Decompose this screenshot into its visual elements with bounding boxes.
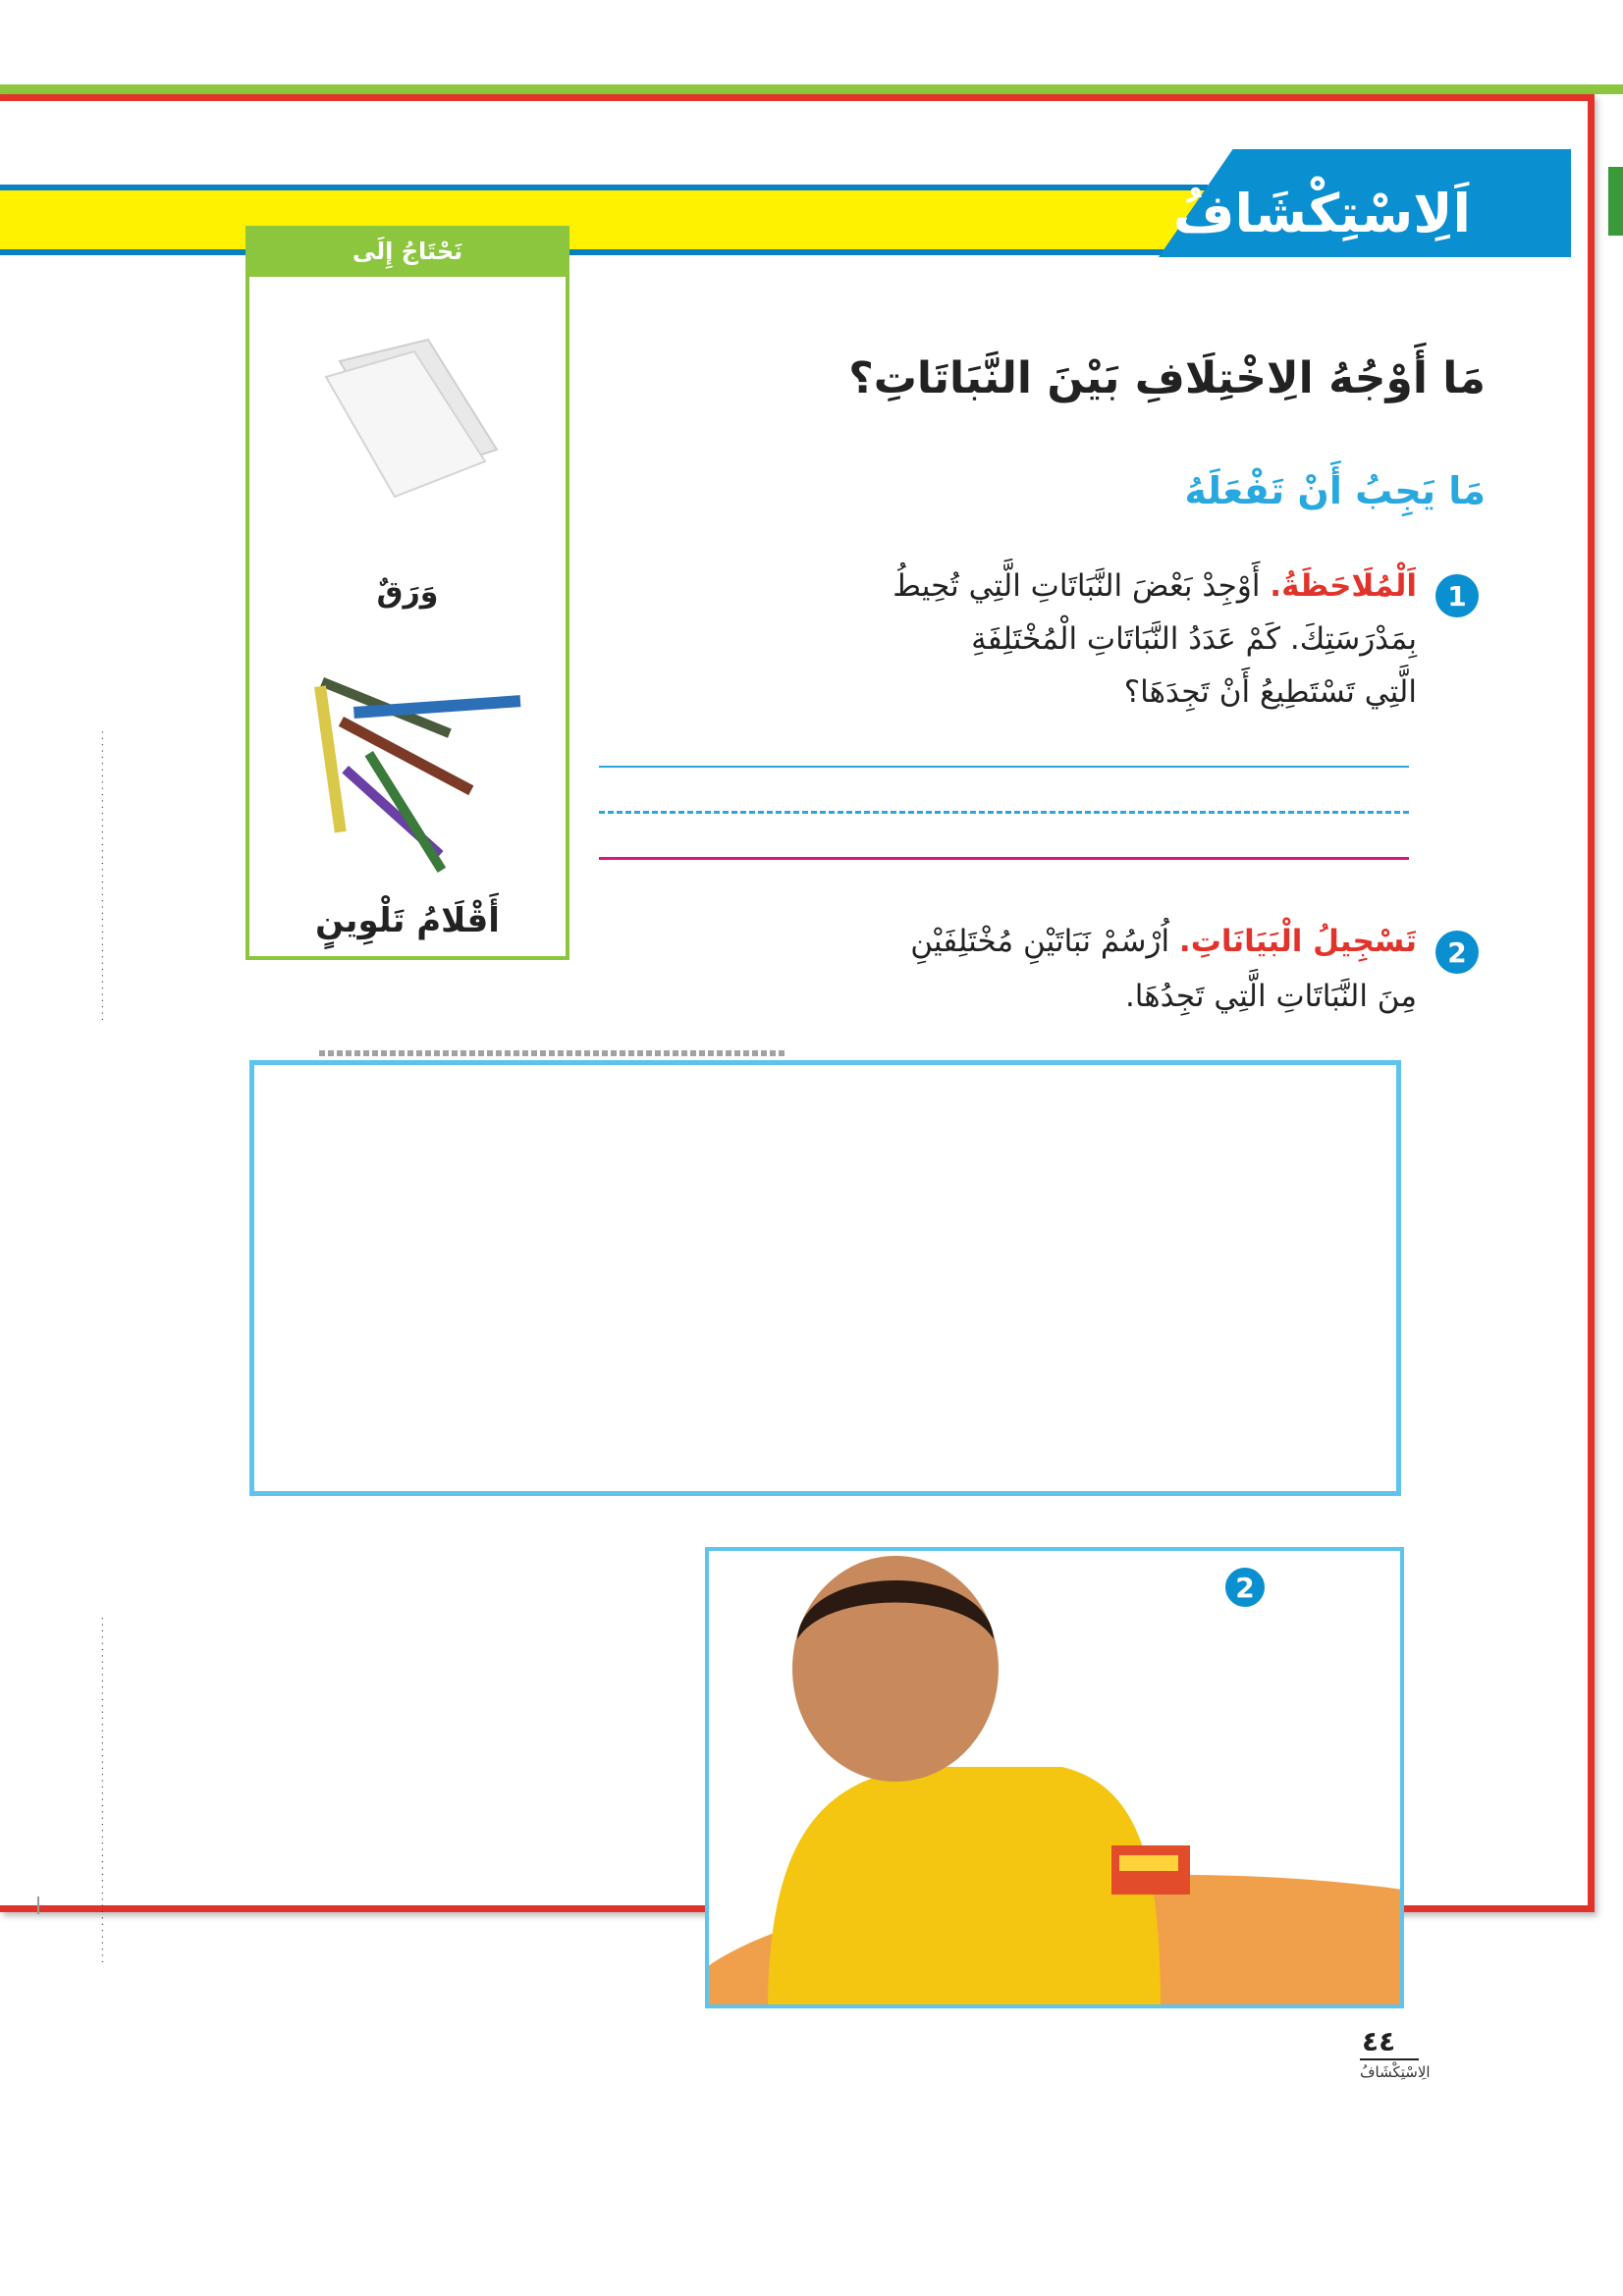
page-number-rule [1360, 2058, 1419, 2060]
side-copyright-text: · · · · · · · · · · · · · · · · · · · · · · · · · · · · · · · · · · · · · · · · · · · · · · · · · · · · · · · · [98, 1617, 109, 1963]
step-2-line-2: مِنَ النَّبَاتَاتِ الَّتِي تَجِدُهَا. [1124, 979, 1417, 1014]
header-band [0, 185, 1208, 255]
drawing-area[interactable] [249, 1060, 1401, 1496]
side-copyright-text: · · · · · · · · · · · · · · · · · · · · · · · · · · · · · · · · · · · · · · · · · · · · · · · [98, 730, 109, 1021]
crayons-icon [295, 667, 530, 883]
step-2-photo [705, 1547, 1404, 2008]
photo-step-number-icon: 2 [1222, 1565, 1268, 1610]
step-1-line-1 [893, 560, 1417, 613]
main-question: مَا أَوْجُهُ الِاخْتِلَافِ بَيْنَ النَّبَاتَاتِ؟ [848, 353, 1486, 403]
top-green-stripe [0, 84, 1623, 94]
step-2-number-icon: 2 [1435, 931, 1479, 974]
step-2-text: اُرْسُمْ نَبَاتَيْنِ مُخْتَلِفَيْنِ [910, 924, 1170, 959]
right-edge-strip [1608, 167, 1623, 236]
writing-line-middle [599, 811, 1409, 814]
material-label-paper: وَرَقٌ [376, 575, 439, 610]
section-title: اَلِاسْتِكْشَافُ [1172, 183, 1471, 244]
step-2-line-1 [910, 915, 1417, 968]
step-1-line-3: الَّتِي تَسْتَطِيعُ أَنْ تَجِدَهَا؟ [1123, 674, 1417, 710]
materials-tab [245, 226, 569, 277]
writing-line-base [599, 857, 1409, 860]
paper-icon [312, 332, 509, 508]
step-2-keyword: تَسْجِيلُ الْبَيَانَاتِ. [1178, 924, 1417, 959]
materials-header: نَحْتَاجُ إِلَى [352, 238, 463, 265]
step-1-line-2: بِمَدْرَسَتِكَ. كَمْ عَدَدُ النَّبَاتَاتِ الْمُخْتَلِفَةِ [971, 621, 1417, 657]
photo-step-label: الْخُطْوَةُ [1284, 1563, 1391, 1597]
material-label-crayons: أَقْلَامُ تَلْوِينٍ [315, 901, 500, 940]
what-to-do-heading: مَا يَجِبُ أَنْ تَفْعَلَهُ [1184, 469, 1486, 512]
crop-mark [37, 1896, 39, 1914]
step-1-text: أَوْجِدْ بَعْضَ النَّبَاتَاتِ الَّتِي تُحِيطُ [893, 568, 1261, 604]
step-1-keyword: اَلْمُلَاحَظَةُ. [1270, 568, 1417, 604]
step-1-number-icon: 1 [1435, 574, 1479, 617]
writing-line-top[interactable] [599, 766, 1409, 768]
boy-drawing-photo [709, 1551, 1404, 2008]
page-number: ٤٤ [1362, 2025, 1396, 2057]
tiny-caption-print [319, 1050, 785, 1056]
footer-section-label: الِاسْتِكْشَافُ [1360, 2063, 1431, 2081]
